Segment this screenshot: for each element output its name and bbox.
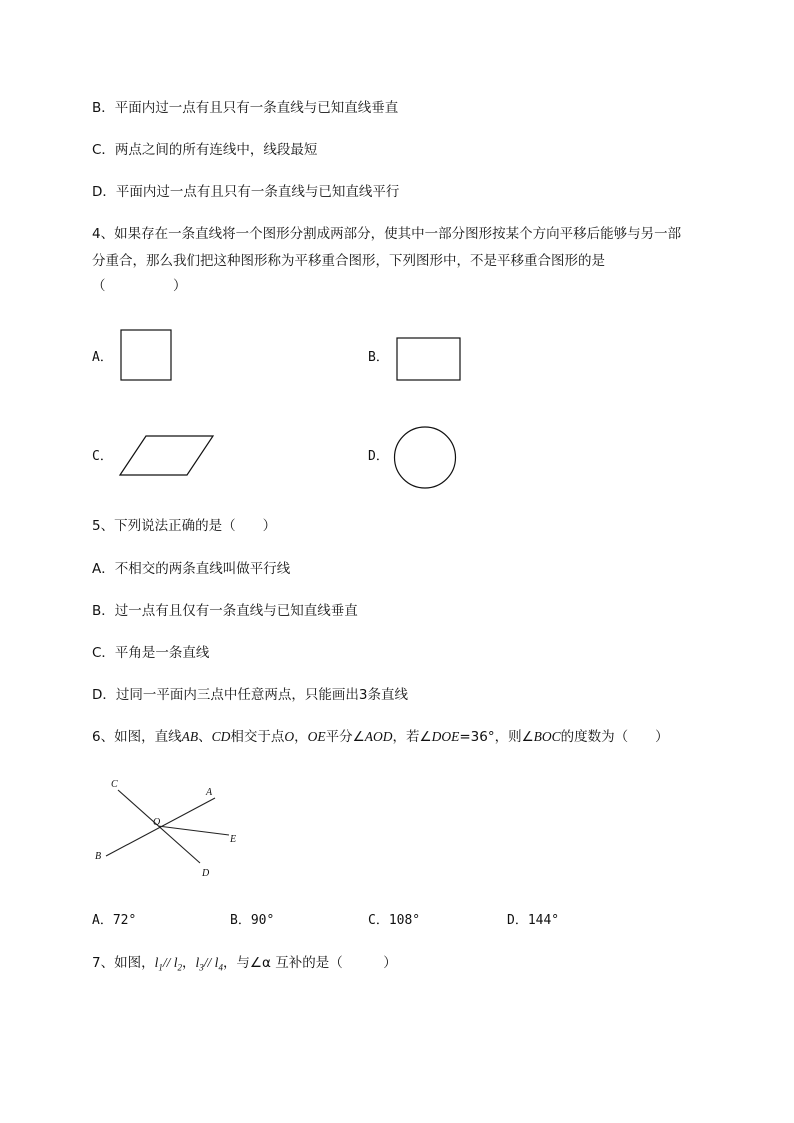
q6-option-c: C．108° — [368, 913, 421, 928]
label-d: D — [202, 868, 210, 879]
q6-text: ，若∠ — [392, 729, 432, 745]
q4-stem-line2: 分重合，那么我们把这种图形称为平移重合图形，下列图形中，不是平移重合图形的是 — [92, 253, 605, 269]
q6-text: =36°，则∠ — [459, 729, 534, 745]
label-e: E — [230, 834, 237, 845]
q6-option-b: B．90° — [230, 913, 275, 928]
q6-text: 、 — [198, 729, 212, 745]
q5-option-a: A．不相交的两条直线叫做平行线 — [92, 561, 291, 577]
q3-option-b: B．平面内过一点有且只有一条直线与已知直线垂直 — [92, 100, 399, 116]
q6-var-aod: AOD — [364, 729, 393, 744]
q7-var-l4: l — [214, 955, 219, 970]
q7-sep: ， — [182, 955, 196, 971]
q6-var-cd: CD — [211, 729, 231, 744]
q6-var-boc: BOC — [533, 729, 561, 744]
q6-var-oe: OE — [307, 729, 326, 744]
label-b: B — [95, 851, 102, 862]
q3-option-c: C．两点之间的所有连线中，线段最短 — [92, 142, 318, 158]
ray-oe — [158, 826, 229, 835]
q5-stem: 5、下列说法正确的是（ ） — [92, 518, 277, 534]
q7-sub-1: 1 — [158, 962, 163, 973]
q4-option-c-label: C． — [92, 449, 113, 464]
q7-parallel: // — [203, 955, 215, 970]
q7-sub-4: 4 — [218, 962, 223, 973]
q6-text: 平分∠ — [325, 729, 365, 745]
label-a: A — [206, 787, 213, 798]
q7-sub-2: 2 — [177, 962, 183, 973]
q7-text: ，与∠α 互补的是（ ） — [222, 955, 397, 971]
q7-parallel: // — [162, 955, 174, 970]
q5-option-d: D．过同一平面内三点中任意两点，只能画出3条直线 — [92, 687, 408, 703]
q7-text: 7、如图， — [92, 955, 155, 971]
q6-option-d: D．144° — [507, 913, 560, 928]
q7-var-l2: l — [173, 955, 178, 970]
label-o: O — [153, 817, 161, 828]
q7-sub-3: 3 — [199, 962, 204, 973]
q6-var-doe: DOE — [431, 729, 460, 744]
q6-var-ab: AB — [181, 729, 199, 744]
q4-answer-blank: （ ） — [92, 278, 187, 294]
q6-text: 的度数为（ ） — [560, 729, 669, 745]
label-c: C — [111, 779, 118, 790]
q6-text: ， — [294, 729, 308, 745]
q4-stem-line1: 4、如果存在一条直线将一个图形分割成两部分，使其中一部分图形按某个方向平移后能够与另一部 — [92, 226, 682, 242]
q5-option-b: B．过一点有且仅有一条直线与已知直线垂直 — [92, 603, 358, 619]
q4-option-d-label: D． — [368, 449, 389, 464]
q7-stem — [92, 954, 397, 977]
q7-var-l1: l — [154, 955, 159, 970]
q6-option-a: A．72° — [92, 913, 137, 928]
q6-var-o: O — [284, 729, 295, 744]
q5-option-c: C．平角是一条直线 — [92, 645, 210, 661]
q6-text: 相交于点 — [230, 729, 285, 745]
q6-text: 6、如图，直线 — [92, 729, 182, 745]
q3-option-d: D．平面内过一点有且只有一条直线与已知直线平行 — [92, 184, 400, 200]
q4-option-b-label: B． — [368, 350, 389, 365]
q7-var-l3: l — [195, 955, 200, 970]
q4-option-a-label: A． — [92, 350, 113, 365]
line-ab — [106, 798, 215, 856]
